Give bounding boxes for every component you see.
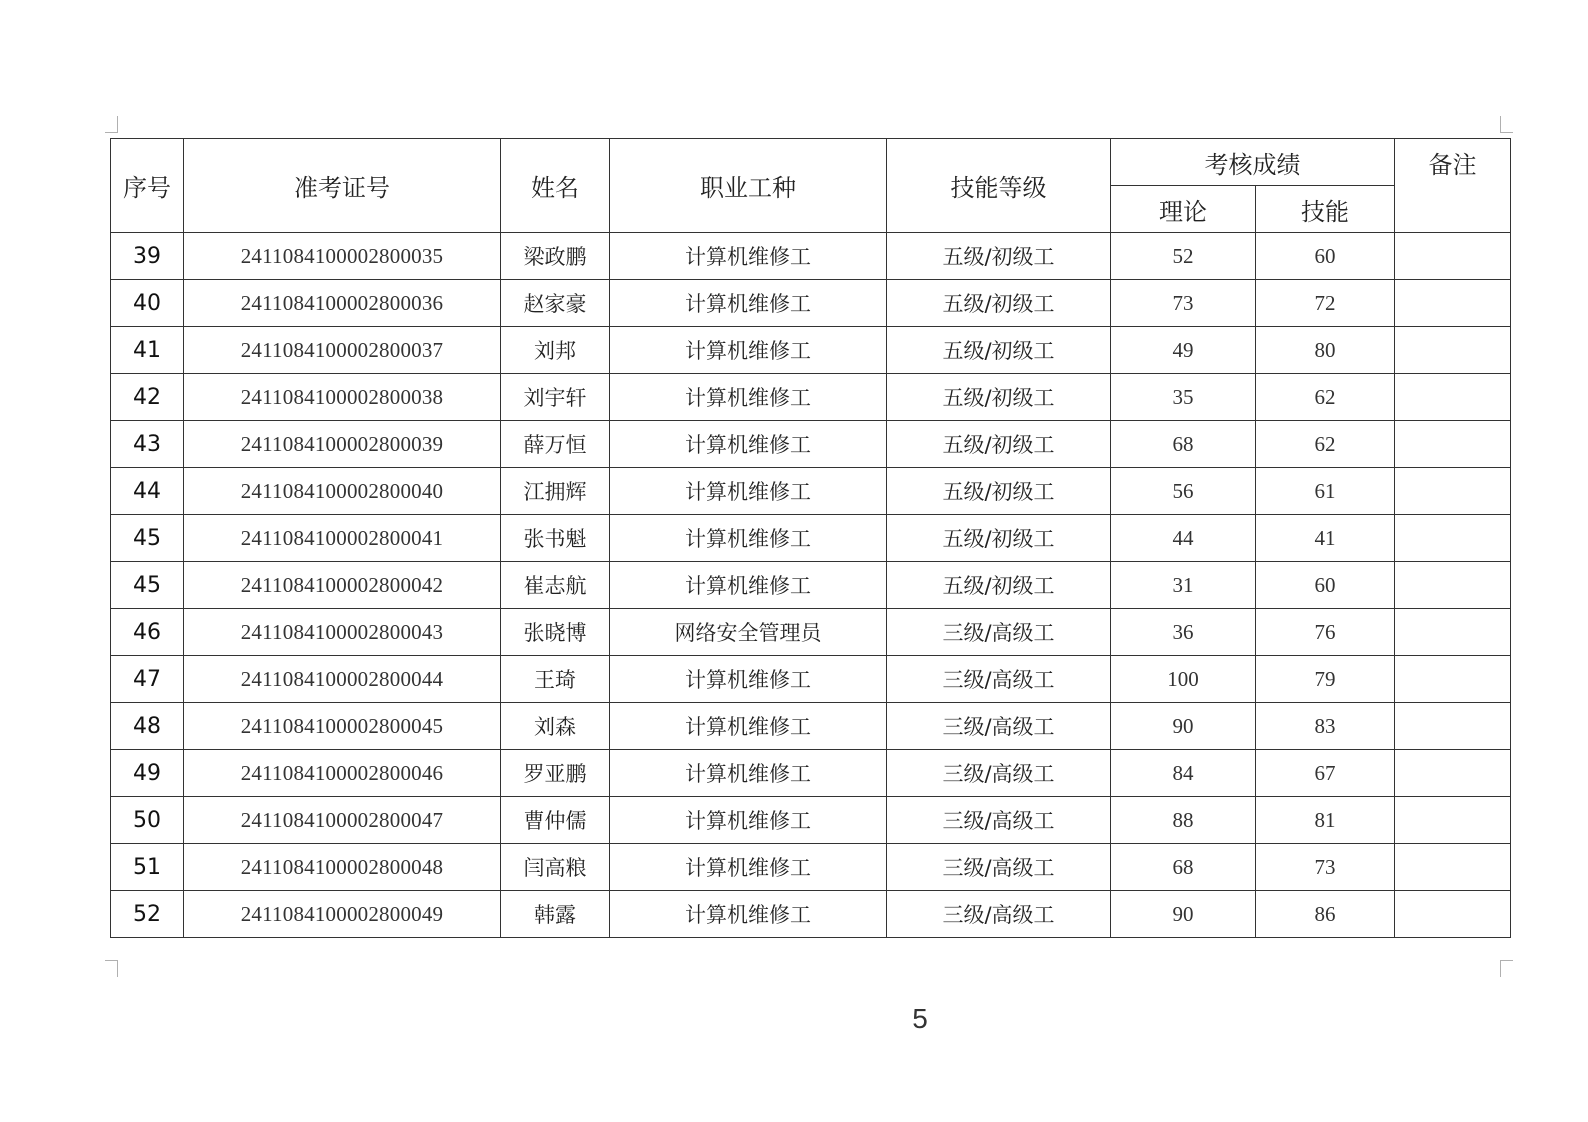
table-row bbox=[111, 280, 1511, 327]
cell-skill-level: 五级/初级工 bbox=[887, 233, 1111, 280]
cell-name: 张晓博 bbox=[501, 609, 610, 656]
table-row bbox=[111, 562, 1511, 609]
cell-occupation: 计算机维修工 bbox=[610, 280, 887, 327]
cell-skill-level: 五级/初级工 bbox=[887, 374, 1111, 421]
cell-exam-id: 2411084100002800044 bbox=[184, 656, 501, 703]
cell-skill-score: 83 bbox=[1256, 703, 1395, 750]
cell-seq: 43 bbox=[111, 421, 184, 468]
cell-seq: 47 bbox=[111, 656, 184, 703]
cell-seq: 42 bbox=[111, 374, 184, 421]
cell-remark bbox=[1395, 280, 1511, 327]
cell-theory-score: 88 bbox=[1111, 797, 1256, 844]
cell-exam-id: 2411084100002800040 bbox=[184, 468, 501, 515]
cell-skill-score: 62 bbox=[1256, 421, 1395, 468]
cell-occupation: 计算机维修工 bbox=[610, 750, 887, 797]
header-occupation: 职业工种 bbox=[610, 139, 887, 233]
header-score-group: 考核成绩 bbox=[1111, 139, 1395, 186]
header-skill-level: 技能等级 bbox=[887, 139, 1111, 233]
cell-name: 刘邦 bbox=[501, 327, 610, 374]
cell-skill-score: 73 bbox=[1256, 844, 1395, 891]
cell-remark bbox=[1395, 750, 1511, 797]
cell-occupation: 计算机维修工 bbox=[610, 421, 887, 468]
cell-name: 刘森 bbox=[501, 703, 610, 750]
cell-exam-id: 2411084100002800039 bbox=[184, 421, 501, 468]
table-row bbox=[111, 233, 1511, 280]
cell-exam-id: 2411084100002800048 bbox=[184, 844, 501, 891]
header-skill: 技能 bbox=[1256, 186, 1395, 233]
cell-exam-id: 2411084100002800047 bbox=[184, 797, 501, 844]
cell-exam-id: 2411084100002800036 bbox=[184, 280, 501, 327]
cell-exam-id: 2411084100002800035 bbox=[184, 233, 501, 280]
cell-occupation: 计算机维修工 bbox=[610, 468, 887, 515]
cell-skill-level: 三级/高级工 bbox=[887, 703, 1111, 750]
cell-skill-level: 五级/初级工 bbox=[887, 327, 1111, 374]
cell-skill-score: 41 bbox=[1256, 515, 1395, 562]
cell-name: 崔志航 bbox=[501, 562, 610, 609]
cell-exam-id: 2411084100002800043 bbox=[184, 609, 501, 656]
cell-seq: 45 bbox=[111, 515, 184, 562]
cell-remark bbox=[1395, 374, 1511, 421]
cell-seq: 41 bbox=[111, 327, 184, 374]
cell-remark bbox=[1395, 233, 1511, 280]
cell-seq: 51 bbox=[111, 844, 184, 891]
cell-remark bbox=[1395, 421, 1511, 468]
cell-skill-score: 61 bbox=[1256, 468, 1395, 515]
cell-skill-level: 三级/高级工 bbox=[887, 750, 1111, 797]
cell-seq: 40 bbox=[111, 280, 184, 327]
cell-name: 曹仲儒 bbox=[501, 797, 610, 844]
cell-skill-score: 67 bbox=[1256, 750, 1395, 797]
cell-name: 张书魁 bbox=[501, 515, 610, 562]
cell-skill-level: 三级/高级工 bbox=[887, 797, 1111, 844]
cell-seq: 39 bbox=[111, 233, 184, 280]
cell-remark bbox=[1395, 797, 1511, 844]
cell-theory-score: 68 bbox=[1111, 421, 1256, 468]
cell-theory-score: 56 bbox=[1111, 468, 1256, 515]
cell-exam-id: 2411084100002800042 bbox=[184, 562, 501, 609]
cell-exam-id: 2411084100002800046 bbox=[184, 750, 501, 797]
cell-theory-score: 49 bbox=[1111, 327, 1256, 374]
cell-skill-level: 五级/初级工 bbox=[887, 421, 1111, 468]
cell-exam-id: 2411084100002800045 bbox=[184, 703, 501, 750]
cell-exam-id: 2411084100002800049 bbox=[184, 891, 501, 938]
cell-theory-score: 36 bbox=[1111, 609, 1256, 656]
header-seq: 序号 bbox=[111, 139, 184, 233]
table-row bbox=[111, 374, 1511, 421]
score-table bbox=[110, 138, 1511, 938]
cell-occupation: 计算机维修工 bbox=[610, 703, 887, 750]
table-row bbox=[111, 515, 1511, 562]
cell-name: 王琦 bbox=[501, 656, 610, 703]
cell-name: 罗亚鹏 bbox=[501, 750, 610, 797]
margin-mark-bottom-left bbox=[105, 960, 118, 977]
cell-skill-score: 72 bbox=[1256, 280, 1395, 327]
cell-theory-score: 44 bbox=[1111, 515, 1256, 562]
cell-occupation: 计算机维修工 bbox=[610, 515, 887, 562]
cell-name: 薛万恒 bbox=[501, 421, 610, 468]
cell-skill-level: 三级/高级工 bbox=[887, 609, 1111, 656]
cell-seq: 49 bbox=[111, 750, 184, 797]
cell-seq: 52 bbox=[111, 891, 184, 938]
cell-skill-score: 60 bbox=[1256, 233, 1395, 280]
cell-skill-score: 76 bbox=[1256, 609, 1395, 656]
cell-exam-id: 2411084100002800037 bbox=[184, 327, 501, 374]
cell-theory-score: 100 bbox=[1111, 656, 1256, 703]
cell-skill-score: 60 bbox=[1256, 562, 1395, 609]
cell-skill-score: 81 bbox=[1256, 797, 1395, 844]
cell-occupation: 计算机维修工 bbox=[610, 327, 887, 374]
cell-theory-score: 84 bbox=[1111, 750, 1256, 797]
cell-skill-score: 79 bbox=[1256, 656, 1395, 703]
cell-remark bbox=[1395, 656, 1511, 703]
table-row bbox=[111, 750, 1511, 797]
cell-skill-level: 三级/高级工 bbox=[887, 844, 1111, 891]
table-row bbox=[111, 891, 1511, 938]
cell-seq: 50 bbox=[111, 797, 184, 844]
cell-skill-score: 80 bbox=[1256, 327, 1395, 374]
table-body bbox=[111, 233, 1511, 938]
cell-theory-score: 68 bbox=[1111, 844, 1256, 891]
cell-name: 闫高粮 bbox=[501, 844, 610, 891]
cell-name: 梁政鹏 bbox=[501, 233, 610, 280]
cell-remark bbox=[1395, 891, 1511, 938]
cell-remark bbox=[1395, 609, 1511, 656]
cell-skill-score: 62 bbox=[1256, 374, 1395, 421]
cell-skill-level: 三级/高级工 bbox=[887, 656, 1111, 703]
page-number: 5 bbox=[912, 1003, 928, 1034]
cell-remark bbox=[1395, 327, 1511, 374]
header-name: 姓名 bbox=[501, 139, 610, 233]
table-row bbox=[111, 327, 1511, 374]
cell-theory-score: 90 bbox=[1111, 703, 1256, 750]
cell-theory-score: 31 bbox=[1111, 562, 1256, 609]
table-row bbox=[111, 703, 1511, 750]
header-theory: 理论 bbox=[1111, 186, 1256, 233]
cell-seq: 44 bbox=[111, 468, 184, 515]
cell-seq: 46 bbox=[111, 609, 184, 656]
margin-mark-top-left bbox=[105, 116, 118, 133]
cell-seq: 45 bbox=[111, 562, 184, 609]
cell-remark bbox=[1395, 515, 1511, 562]
table-row bbox=[111, 656, 1511, 703]
cell-occupation: 计算机维修工 bbox=[610, 562, 887, 609]
cell-skill-level: 五级/初级工 bbox=[887, 515, 1111, 562]
cell-remark bbox=[1395, 844, 1511, 891]
table-row bbox=[111, 844, 1511, 891]
cell-theory-score: 35 bbox=[1111, 374, 1256, 421]
cell-name: 韩露 bbox=[501, 891, 610, 938]
table-row bbox=[111, 468, 1511, 515]
cell-name: 赵家豪 bbox=[501, 280, 610, 327]
cell-exam-id: 2411084100002800041 bbox=[184, 515, 501, 562]
cell-remark bbox=[1395, 703, 1511, 750]
cell-occupation: 计算机维修工 bbox=[610, 797, 887, 844]
cell-occupation: 计算机维修工 bbox=[610, 844, 887, 891]
cell-skill-score: 86 bbox=[1256, 891, 1395, 938]
cell-name: 江拥辉 bbox=[501, 468, 610, 515]
table-row bbox=[111, 797, 1511, 844]
table-row bbox=[111, 421, 1511, 468]
cell-seq: 48 bbox=[111, 703, 184, 750]
cell-exam-id: 2411084100002800038 bbox=[184, 374, 501, 421]
cell-remark bbox=[1395, 562, 1511, 609]
table-row bbox=[111, 609, 1511, 656]
cell-occupation: 网络安全管理员 bbox=[610, 609, 887, 656]
cell-occupation: 计算机维修工 bbox=[610, 233, 887, 280]
cell-occupation: 计算机维修工 bbox=[610, 891, 887, 938]
cell-theory-score: 52 bbox=[1111, 233, 1256, 280]
header-remark: 备注 bbox=[1395, 139, 1511, 233]
cell-skill-level: 三级/高级工 bbox=[887, 891, 1111, 938]
cell-skill-level: 五级/初级工 bbox=[887, 280, 1111, 327]
cell-skill-level: 五级/初级工 bbox=[887, 468, 1111, 515]
cell-occupation: 计算机维修工 bbox=[610, 656, 887, 703]
cell-theory-score: 90 bbox=[1111, 891, 1256, 938]
margin-mark-bottom-right bbox=[1500, 960, 1513, 977]
cell-skill-level: 五级/初级工 bbox=[887, 562, 1111, 609]
cell-theory-score: 73 bbox=[1111, 280, 1256, 327]
cell-name: 刘宇轩 bbox=[501, 374, 610, 421]
header-exam-id: 准考证号 bbox=[184, 139, 501, 233]
cell-remark bbox=[1395, 468, 1511, 515]
cell-occupation: 计算机维修工 bbox=[610, 374, 887, 421]
table-header bbox=[111, 139, 1511, 233]
margin-mark-top-right bbox=[1500, 116, 1513, 133]
